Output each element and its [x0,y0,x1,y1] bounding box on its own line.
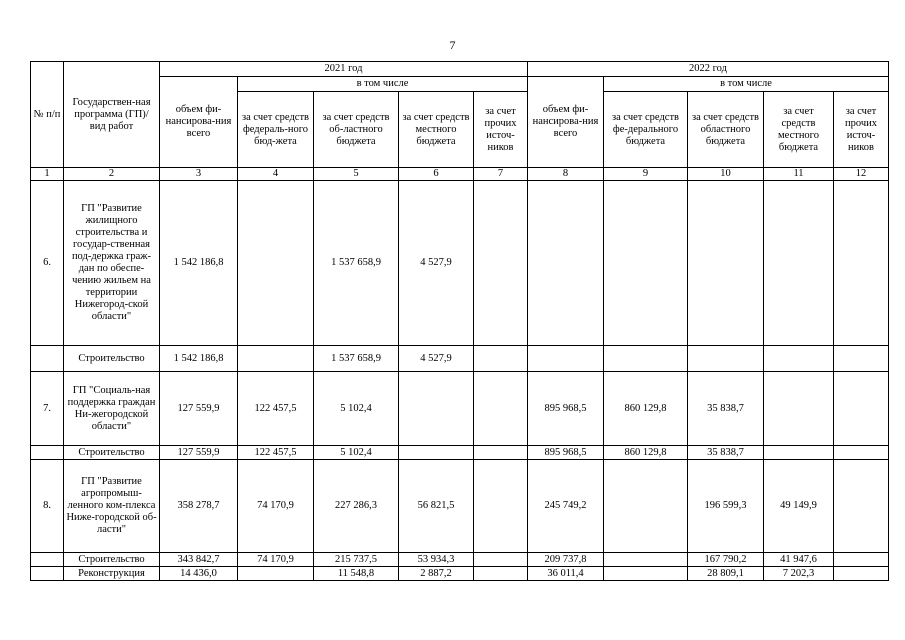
amount-cell: 122 457,5 [238,372,314,446]
table-row [31,567,889,581]
row-name: ГП "Социаль-ная поддержка граждан Ни-жегородской области" [64,372,160,446]
amount-cell: 36 011,4 [528,567,604,581]
amount-cell: 227 286,3 [314,460,399,553]
amount-cell [474,553,528,567]
column-number: 7 [474,168,528,181]
table-row [31,446,889,460]
amount-cell [399,446,474,460]
amount-cell [474,567,528,581]
amount-cell: 1 542 186,8 [160,181,238,346]
column-number: 4 [238,168,314,181]
header-total-2022: объем фи-нансирова-ния всего [528,77,604,168]
amount-cell: 209 737,8 [528,553,604,567]
amount-cell [399,372,474,446]
amount-cell [834,446,889,460]
amount-cell [604,460,688,553]
table-body [31,62,889,581]
table-row [31,346,889,372]
amount-cell: 7 202,3 [764,567,834,581]
header-local-2021: за счет средств местного бюджета [399,92,474,168]
amount-cell: 215 737,5 [314,553,399,567]
amount-cell [604,181,688,346]
amount-cell [764,181,834,346]
page-number: 7 [449,38,456,52]
row-number: 6. [31,181,64,346]
header-including-2021: в том числе [238,77,528,92]
header-year-2022: 2022 год [528,62,889,77]
amount-cell [604,553,688,567]
column-number: 2 [64,168,160,181]
amount-cell [764,346,834,372]
amount-cell [474,372,528,446]
header-col-no: № п/п [31,62,64,168]
amount-cell: 56 821,5 [399,460,474,553]
amount-cell [238,181,314,346]
amount-cell [764,446,834,460]
amount-cell: 1 542 186,8 [160,346,238,372]
amount-cell [238,567,314,581]
row-name: Реконструкция [64,567,160,581]
table-row [31,460,889,553]
row-number [31,346,64,372]
amount-cell: 358 278,7 [160,460,238,553]
amount-cell: 860 129,8 [604,372,688,446]
table-row [31,372,889,446]
column-number: 9 [604,168,688,181]
amount-cell [764,372,834,446]
amount-cell: 14 436,0 [160,567,238,581]
header-including-2022: в том числе [604,77,889,92]
header-regional-2022: за счет средств областного бюджета [688,92,764,168]
amount-cell: 895 968,5 [528,372,604,446]
amount-cell [834,553,889,567]
amount-cell: 74 170,9 [238,553,314,567]
amount-cell: 860 129,8 [604,446,688,460]
header-local-2022: за счет средств местного бюджета [764,92,834,168]
column-number: 11 [764,168,834,181]
row-name: Строительство [64,446,160,460]
table-row [31,553,889,567]
amount-cell [834,346,889,372]
header-other-2022: за счет прочих источ-ников [834,92,889,168]
header-other-2021: за счет прочих источ-ников [474,92,528,168]
table-row [31,181,889,346]
amount-cell: 35 838,7 [688,446,764,460]
amount-cell: 895 968,5 [528,446,604,460]
amount-cell [604,567,688,581]
amount-cell: 35 838,7 [688,372,764,446]
amount-cell [604,346,688,372]
amount-cell [834,567,889,581]
header-total-2021: объем фи-нансирова-ния всего [160,77,238,168]
column-number: 1 [31,168,64,181]
header-regional-2021: за счет средств об-ластного бюджета [314,92,399,168]
amount-cell: 4 527,9 [399,346,474,372]
amount-cell [688,181,764,346]
row-name: Строительство [64,346,160,372]
amount-cell: 122 457,5 [238,446,314,460]
row-name: Строительство [64,553,160,567]
amount-cell: 1 537 658,9 [314,181,399,346]
row-number [31,553,64,567]
amount-cell: 28 809,1 [688,567,764,581]
amount-cell: 167 790,2 [688,553,764,567]
header-row-years [31,62,889,77]
amount-cell [474,446,528,460]
amount-cell: 343 842,7 [160,553,238,567]
amount-cell: 196 599,3 [688,460,764,553]
amount-cell: 245 749,2 [528,460,604,553]
row-number: 7. [31,372,64,446]
column-number: 8 [528,168,604,181]
amount-cell: 4 527,9 [399,181,474,346]
column-number: 12 [834,168,889,181]
header-federal-2021: за счет средств федераль-ного бюд-жета [238,92,314,168]
amount-cell [834,181,889,346]
budget-table [30,61,889,581]
amount-cell [688,346,764,372]
column-number-row [31,168,889,181]
amount-cell [474,181,528,346]
header-year-2021: 2021 год [160,62,528,77]
column-number: 3 [160,168,238,181]
column-number: 5 [314,168,399,181]
row-name: ГП "Развитие жилищного строительства и государ-ственная под-держка граж-дан по обеспе-чению жильем на территории Нижегород-ской области" [64,181,160,346]
amount-cell: 5 102,4 [314,372,399,446]
row-number: 8. [31,460,64,553]
amount-cell [528,346,604,372]
amount-cell: 127 559,9 [160,372,238,446]
header-col-program: Государствен-ная программа (ГП)/ вид работ [64,62,160,168]
amount-cell: 41 947,6 [764,553,834,567]
column-number: 6 [399,168,474,181]
amount-cell: 2 887,2 [399,567,474,581]
amount-cell: 53 934,3 [399,553,474,567]
row-name: ГП "Развитие агропромыш-ленного ком-плекса Ниже-городской об-ласти" [64,460,160,553]
amount-cell: 74 170,9 [238,460,314,553]
amount-cell: 11 548,8 [314,567,399,581]
header-row-including [31,77,889,92]
row-number [31,567,64,581]
row-number [31,446,64,460]
amount-cell [528,181,604,346]
amount-cell [474,460,528,553]
amount-cell [474,346,528,372]
header-federal-2022: за счет средств фе-дерального бюджета [604,92,688,168]
amount-cell: 5 102,4 [314,446,399,460]
amount-cell: 1 537 658,9 [314,346,399,372]
amount-cell: 49 149,9 [764,460,834,553]
amount-cell [834,372,889,446]
amount-cell [238,346,314,372]
column-number: 10 [688,168,764,181]
amount-cell: 127 559,9 [160,446,238,460]
amount-cell [834,460,889,553]
